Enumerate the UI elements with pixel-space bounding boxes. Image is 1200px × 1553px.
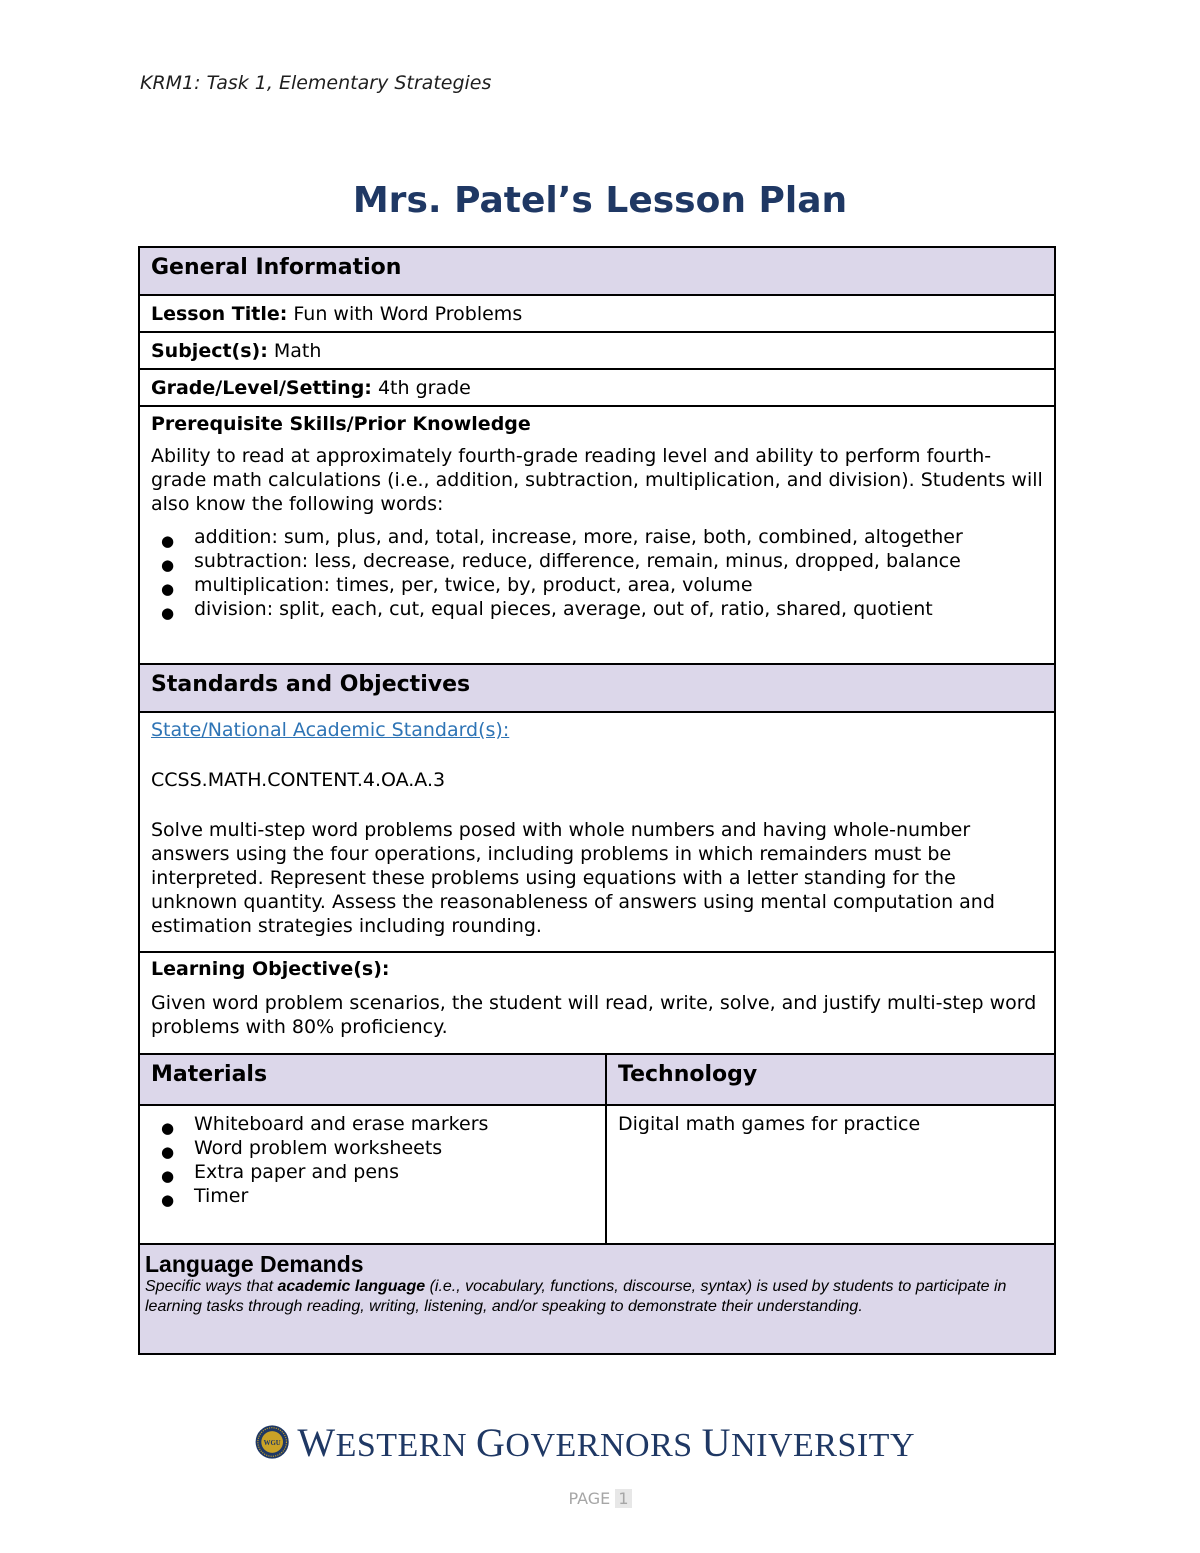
list-item [151,1184,594,1208]
page-number [0,1489,1200,1508]
grade-value: 4th grade [371,377,471,399]
prerequisite-word-list [151,525,1043,621]
academic-standards-link[interactable]: State/National Academic Standard(s): [151,719,510,741]
learning-objective-text: Given word problem scenarios, the student will read, write, solve, and justify multi-step word problems with 80% proficiency. [151,992,1037,1038]
university-seal-icon [255,1413,289,1471]
page-label: PAGE [568,1489,616,1508]
language-demands-bold-term: academic language [277,1278,426,1295]
seal-initials: WGU [263,1439,281,1447]
list-item [151,1136,594,1160]
list-item-text: division: split, each, cut, equal pieces, average, out of, ratio, shared, quotient [194,598,933,620]
standard-code: CCSS.MATH.CONTENT.4.OA.A.3 [151,769,446,791]
language-demands-text-start: Specific ways that [145,1278,278,1295]
bullet-icon: ● [161,1143,175,1161]
materials-cell [140,1106,607,1243]
document-title: Mrs. Patel’s Lesson Plan [352,180,848,221]
bullet-icon: ● [161,580,175,598]
grade-label: Grade/Level/Setting: [151,377,372,399]
wordmark-initial-w: W [297,1419,336,1465]
language-demands-text-end: (i.e., vocabulary, functions, discourse, syntax) is used by students to participate in learning tasks through reading, writing, listening, and/or speaking to demonstrate their understanding. [145,1278,1007,1315]
list-item [151,549,1043,573]
prerequisite-text: Ability to read at approximately fourth-grade reading level and ability to perform fourth-grade math calculations (i.e., addition, subtraction, multiplication, and division). Students will also know the following words: [151,445,1043,515]
list-item-text: addition: sum, plus, and, total, increase, more, raise, both, combined, altogether [194,526,963,548]
bullet-icon: ● [161,1119,175,1137]
bullet-icon: ● [161,1167,175,1185]
wgu-logo [255,1412,915,1472]
materials-heading: Materials [140,1055,607,1104]
bullet-icon: ● [161,532,175,550]
standards-section [140,713,1054,953]
list-item [151,1112,594,1136]
subjects-value: Math [267,340,322,362]
list-item-text: Whiteboard and erase markers [194,1113,489,1135]
grade-row [140,370,1054,407]
header-note: KRM1: Task 1, Elementary Strategies [140,72,492,94]
bullet-icon: ● [161,556,175,574]
lesson-title-label: Lesson Title: [151,303,288,325]
learning-objective-label: Learning Objective(s): [151,958,390,980]
lesson-title-row [140,296,1054,333]
language-demands-description [145,1277,1049,1317]
standard-description: Solve multi-step word problems posed with whole numbers and having whole-number answers using the four operations, including problems in which remainders must be interpreted. Represent these problems using equations with a letter standing for the unknown quantity. Assess the reasonableness of answers using mental computation and estimation strategies including rounding. [151,819,995,937]
technology-text: Digital math games for practice [618,1113,921,1135]
wordmark-part: OVERNORS [505,1426,702,1464]
list-item-text: Timer [194,1185,249,1207]
bullet-icon: ● [161,1191,175,1209]
language-demands-section [140,1245,1054,1353]
prerequisite-section [140,407,1054,665]
list-item-text: subtraction: less, decrease, reduce, difference, remain, minus, dropped, balance [194,550,961,572]
list-item-text: Extra paper and pens [194,1161,399,1183]
prerequisite-label: Prerequisite Skills/Prior Knowledge [151,413,531,435]
university-wordmark [297,1419,915,1466]
subjects-row [140,333,1054,370]
wordmark-part: ESTERN [335,1426,477,1464]
list-item [151,597,1043,621]
technology-heading: Technology [607,1055,1054,1104]
list-item-text: multiplication: times, per, twice, by, product, area, volume [194,574,753,596]
materials-technology-heading-row [140,1055,1054,1106]
subjects-label: Subject(s): [151,340,268,362]
page-number-value: 1 [615,1489,631,1508]
bullet-icon: ● [161,604,175,622]
list-item [151,1160,594,1184]
wordmark-part: NIVERSITY [731,1426,915,1464]
wordmark-initial-u: U [701,1419,732,1465]
general-information-heading: General Information [140,248,1054,296]
lesson-plan-table [138,246,1056,1355]
language-demands-heading: Language Demands [145,1251,364,1277]
list-item-text: Word problem worksheets [194,1137,443,1159]
standards-heading: Standards and Objectives [140,665,1054,713]
technology-cell [607,1106,1054,1243]
wordmark-initial-g: G [476,1419,506,1465]
materials-list [151,1112,594,1208]
list-item [151,573,1043,597]
learning-objective-section [140,953,1054,1055]
lesson-title-value: Fun with Word Problems [287,303,523,325]
list-item [151,525,1043,549]
materials-technology-body-row [140,1106,1054,1245]
